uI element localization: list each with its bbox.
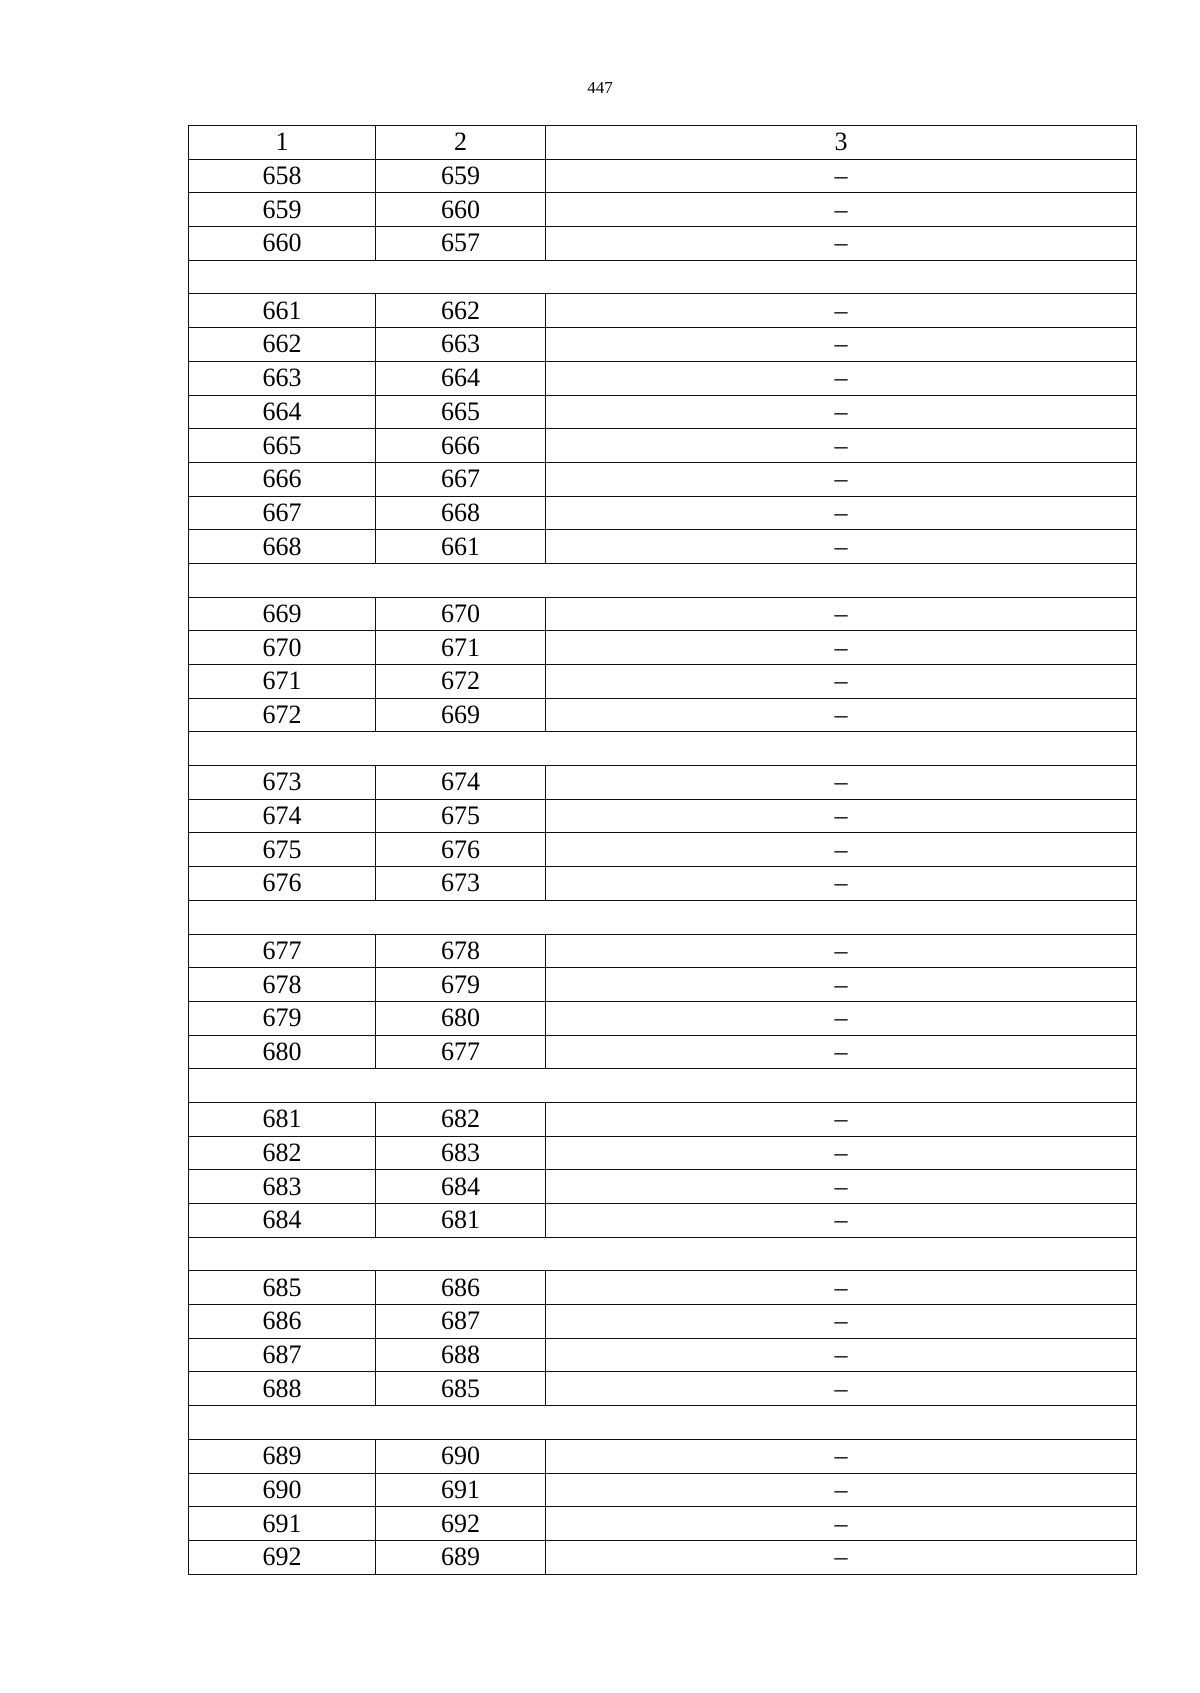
table-cell-col-2: 678 xyxy=(376,934,546,968)
table-cell-col-3: – xyxy=(546,1102,1137,1136)
table-cell-col-2: 684 xyxy=(376,1170,546,1204)
table-cell-col-1: 664 xyxy=(189,395,376,429)
table-cell-col-3: – xyxy=(546,1271,1137,1305)
table-cell-col-1: 658 xyxy=(189,159,376,193)
table-cell-col-2: 676 xyxy=(376,833,546,867)
table-cell-col-1: 667 xyxy=(189,496,376,530)
table-cell-col-3: – xyxy=(546,698,1137,732)
table-cell-col-3: – xyxy=(546,193,1137,227)
table-cell-col-2: 673 xyxy=(376,867,546,901)
group-separator-row xyxy=(189,732,1137,766)
table-cell-col-2: 680 xyxy=(376,1001,546,1035)
table-cell-col-2: 675 xyxy=(376,799,546,833)
table-row xyxy=(189,1372,1137,1406)
header-cell-3: 3 xyxy=(546,126,1137,160)
table-row xyxy=(189,1439,1137,1473)
table-row xyxy=(189,530,1137,564)
data-table xyxy=(188,125,1137,1575)
table-row xyxy=(189,1473,1137,1507)
table-cell-col-3: – xyxy=(546,1001,1137,1035)
table-cell-col-1: 663 xyxy=(189,361,376,395)
table-cell-col-2: 672 xyxy=(376,665,546,699)
table-cell-col-3: – xyxy=(546,1540,1137,1574)
table-cell-col-2: 682 xyxy=(376,1102,546,1136)
table-row xyxy=(189,1540,1137,1574)
table-row xyxy=(189,631,1137,665)
table-cell-col-3: – xyxy=(546,462,1137,496)
table-cell-col-1: 688 xyxy=(189,1372,376,1406)
group-separator-row xyxy=(189,1406,1137,1440)
table-cell-col-2: 683 xyxy=(376,1136,546,1170)
table-cell-col-3: – xyxy=(546,395,1137,429)
table-row xyxy=(189,361,1137,395)
table-cell-col-3: – xyxy=(546,530,1137,564)
header-cell-1: 1 xyxy=(189,126,376,160)
table-cell-col-1: 662 xyxy=(189,328,376,362)
table-cell-col-1: 681 xyxy=(189,1102,376,1136)
table-row xyxy=(189,867,1137,901)
table-cell-col-2: 662 xyxy=(376,294,546,328)
table-row xyxy=(189,328,1137,362)
table-cell-col-3: – xyxy=(546,833,1137,867)
table-row xyxy=(189,597,1137,631)
table-row xyxy=(189,429,1137,463)
table-cell-col-3: – xyxy=(546,597,1137,631)
table-cell-col-3: – xyxy=(546,1372,1137,1406)
table-cell-col-2: 670 xyxy=(376,597,546,631)
table-row xyxy=(189,1001,1137,1035)
table-cell-col-1: 680 xyxy=(189,1035,376,1069)
table-cell-col-3: – xyxy=(546,1170,1137,1204)
table-row xyxy=(189,833,1137,867)
table-cell-col-1: 685 xyxy=(189,1271,376,1305)
table-cell-col-3: – xyxy=(546,1305,1137,1339)
table-cell-col-1: 666 xyxy=(189,462,376,496)
table-row xyxy=(189,1204,1137,1238)
table-row xyxy=(189,968,1137,1002)
table-cell-col-2: 681 xyxy=(376,1204,546,1238)
table-cell-col-3: – xyxy=(546,799,1137,833)
table-cell-col-1: 684 xyxy=(189,1204,376,1238)
table-cell-col-1: 665 xyxy=(189,429,376,463)
table-cell-col-2: 692 xyxy=(376,1507,546,1541)
table-row xyxy=(189,766,1137,800)
table-cell-col-1: 690 xyxy=(189,1473,376,1507)
table-cell-col-3: – xyxy=(546,934,1137,968)
table-cell-col-3: – xyxy=(546,1338,1137,1372)
group-separator-row xyxy=(189,260,1137,294)
table-cell-col-3: – xyxy=(546,159,1137,193)
table-cell-col-2: 691 xyxy=(376,1473,546,1507)
table-cell-col-3: – xyxy=(546,1136,1137,1170)
table-cell-col-2: 671 xyxy=(376,631,546,665)
group-separator-cell xyxy=(189,732,1137,766)
group-separator-cell xyxy=(189,1237,1137,1271)
table-cell-col-1: 669 xyxy=(189,597,376,631)
table-cell-col-1: 659 xyxy=(189,193,376,227)
table-cell-col-3: – xyxy=(546,631,1137,665)
table-cell-col-3: – xyxy=(546,1439,1137,1473)
table-cell-col-1: 682 xyxy=(189,1136,376,1170)
table-cell-col-3: – xyxy=(546,429,1137,463)
group-separator-cell xyxy=(189,1069,1137,1103)
group-separator-cell xyxy=(189,563,1137,597)
table-cell-col-1: 661 xyxy=(189,294,376,328)
table-row xyxy=(189,193,1137,227)
table-cell-col-2: 657 xyxy=(376,227,546,261)
table-cell-col-1: 691 xyxy=(189,1507,376,1541)
table-body xyxy=(189,126,1137,1575)
table-cell-col-2: 663 xyxy=(376,328,546,362)
table-cell-col-1: 677 xyxy=(189,934,376,968)
table-cell-col-1: 675 xyxy=(189,833,376,867)
table-cell-col-2: 688 xyxy=(376,1338,546,1372)
table-row xyxy=(189,1271,1137,1305)
table-cell-col-2: 659 xyxy=(376,159,546,193)
table-cell-col-2: 686 xyxy=(376,1271,546,1305)
table-cell-col-3: – xyxy=(546,227,1137,261)
table-cell-col-2: 689 xyxy=(376,1540,546,1574)
table-cell-col-2: 679 xyxy=(376,968,546,1002)
table-cell-col-2: 669 xyxy=(376,698,546,732)
table-cell-col-2: 664 xyxy=(376,361,546,395)
group-separator-row xyxy=(189,563,1137,597)
table-cell-col-2: 685 xyxy=(376,1372,546,1406)
table-row xyxy=(189,1338,1137,1372)
table-cell-col-3: – xyxy=(546,294,1137,328)
table-cell-col-2: 661 xyxy=(376,530,546,564)
table-row xyxy=(189,159,1137,193)
table-cell-col-3: – xyxy=(546,867,1137,901)
table-row xyxy=(189,1305,1137,1339)
table-cell-col-3: – xyxy=(546,328,1137,362)
page-number: 447 xyxy=(587,78,613,97)
table-cell-col-2: 668 xyxy=(376,496,546,530)
table-cell-col-1: 671 xyxy=(189,665,376,699)
table-cell-col-1: 670 xyxy=(189,631,376,665)
table-cell-col-1: 672 xyxy=(189,698,376,732)
group-separator-row xyxy=(189,1069,1137,1103)
group-separator-cell xyxy=(189,260,1137,294)
table-cell-col-1: 692 xyxy=(189,1540,376,1574)
table-row xyxy=(189,799,1137,833)
table-row xyxy=(189,1507,1137,1541)
table-cell-col-2: 690 xyxy=(376,1439,546,1473)
table-row xyxy=(189,1136,1137,1170)
table-row xyxy=(189,1035,1137,1069)
table-cell-col-1: 687 xyxy=(189,1338,376,1372)
table-cell-col-1: 683 xyxy=(189,1170,376,1204)
table-cell-col-2: 667 xyxy=(376,462,546,496)
table-cell-col-1: 678 xyxy=(189,968,376,1002)
table-cell-col-1: 673 xyxy=(189,766,376,800)
table-cell-col-3: – xyxy=(546,496,1137,530)
table-cell-col-1: 668 xyxy=(189,530,376,564)
table-row xyxy=(189,294,1137,328)
table-cell-col-3: – xyxy=(546,968,1137,1002)
table-row xyxy=(189,1102,1137,1136)
table-cell-col-1: 674 xyxy=(189,799,376,833)
table-cell-col-2: 660 xyxy=(376,193,546,227)
table-cell-col-3: – xyxy=(546,1507,1137,1541)
table-row xyxy=(189,665,1137,699)
table-row xyxy=(189,496,1137,530)
table-cell-col-2: 665 xyxy=(376,395,546,429)
table-cell-col-3: – xyxy=(546,1204,1137,1238)
table-row xyxy=(189,1170,1137,1204)
group-separator-cell xyxy=(189,900,1137,934)
table-row xyxy=(189,698,1137,732)
table-cell-col-1: 686 xyxy=(189,1305,376,1339)
table-cell-col-3: – xyxy=(546,361,1137,395)
table-cell-col-2: 666 xyxy=(376,429,546,463)
table-row xyxy=(189,395,1137,429)
header-cell-2: 2 xyxy=(376,126,546,160)
group-separator-row xyxy=(189,1237,1137,1271)
table-cell-col-2: 687 xyxy=(376,1305,546,1339)
group-separator-row xyxy=(189,900,1137,934)
table-row xyxy=(189,227,1137,261)
table-cell-col-2: 677 xyxy=(376,1035,546,1069)
table-row xyxy=(189,462,1137,496)
table-cell-col-3: – xyxy=(546,766,1137,800)
table-cell-col-2: 674 xyxy=(376,766,546,800)
table-cell-col-1: 679 xyxy=(189,1001,376,1035)
table-cell-col-1: 689 xyxy=(189,1439,376,1473)
group-separator-cell xyxy=(189,1406,1137,1440)
table-cell-col-3: – xyxy=(546,1473,1137,1507)
header-row xyxy=(189,126,1137,160)
table-cell-col-3: – xyxy=(546,1035,1137,1069)
table-cell-col-1: 660 xyxy=(189,227,376,261)
table-row xyxy=(189,934,1137,968)
table-cell-col-3: – xyxy=(546,665,1137,699)
table-cell-col-1: 676 xyxy=(189,867,376,901)
